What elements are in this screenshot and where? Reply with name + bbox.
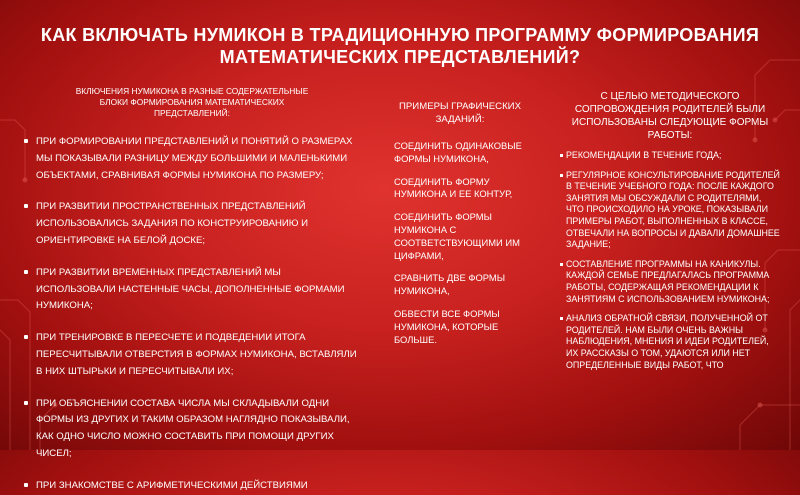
middle-column — [380, 100, 540, 356]
slide-title: КАК ВКЛЮЧАТЬ НУМИКОН В ТРАДИЦИОННУЮ ПРОГРАММУ ФОРМИРОВАНИЯ МАТЕМАТИЧЕСКИХ ПРЕДСТАВЛЕНИЙ? — [40, 25, 760, 67]
list-item: ПРИ РАЗВИТИИ ВРЕМЕННЫХ ПРЕДСТАВЛЕНИЙ МЫ ИСПОЛЬЗОВАЛИ НАСТЕННЫЕ ЧАСЫ, ДОПОЛНЕННЫЕ ФОРМАМИ НУМИКОНА; — [24, 265, 360, 315]
list-item: СОЕДИНИТЬ ФОРМУ НУМИКОНА И ЕЕ КОНТУР, — [394, 175, 513, 200]
list-item: ПРИ ФОРМИРОВАНИИ ПРЕДСТАВЛЕНИЙ И ПОНЯТИЙ О РАЗМЕРАХ МЫ ПОКАЗЫВАЛИ РАЗНИЦУ МЕЖДУ БОЛЬШИМИ И МАЛЕНЬКИМИ ОБЪЕКТАМИ, СРАВНИВАЯ ФОРМЫ НУМИКОНА ПО РАЗМЕРУ; — [24, 134, 360, 184]
left-column-list — [24, 134, 360, 495]
list-item: АНАЛИЗ ОБРАТНОЙ СВЯЗИ, ПОЛУЧЕННОЙ ОТ РОДИТЕЛЕЙ. НАМ БЫЛИ ОЧЕНЬ ВАЖНЫ НАБЛЮДЕНИЯ, МНЕНИЯ И ИДЕИ РОДИТЕЛЕЙ, ИХ РАССКАЗЫ О ТОМ, УДАЮТСЯ ИЛИ НЕТ ОПРЕДЕЛЕННЫЕ ВИДЫ РАБОТ, ЧТО — [560, 313, 780, 371]
right-column — [560, 90, 780, 379]
middle-column-list — [380, 140, 540, 346]
list-item: ОБВЕСТИ ВСЕ ФОРМЫ НУМИКОНА, КОТОРЫЕ БОЛЬШЕ. — [394, 307, 500, 345]
list-item: СРАВНИТЬ ДВЕ ФОРМЫ НУМИКОНА, — [394, 272, 506, 297]
list-item: СОЕДИНИТЬ ОДИНАКОВЫЕ ФОРМЫ НУМИКОНА, — [394, 140, 522, 164]
list-item: ПРИ ТРЕНИРОВКЕ В ПЕРЕСЧЕТЕ И ПОДВЕДЕНИИ ИТОГА ПЕРЕСЧИТЫВАЛИ ОТВЕРСТИЯ В ФОРМАХ НУМИКОНА, ВСТАВЛЯЛИ В НИХ ШТЫРЬКИ И ПЕРЕСЧИТЫВАЛИ ИХ; — [24, 330, 360, 380]
list-item: РЕГУЛЯРНОЕ КОНСУЛЬТИРОВАНИЕ РОДИТЕЛЕЙ В ТЕЧЕНИЕ УЧЕБНОГО ГОДА: ПОСЛЕ КАЖДОГО ЗАНЯТИЯ МЫ ОБСУЖДАЛИ С РОДИТЕЛЯМИ, ЧТО ПРОИСХОДИЛО НА УРОКЕ, ПОКАЗЫВАЛИ ПРИМЕРЫ РАБОТ, ВЫПОЛНЕННЫХ В КЛАССЕ, ОТВЕЧАЛИ НА ВОПРОСЫ И ДАВАЛИ ДОМАШНЕЕ ЗАДАНИЕ; — [560, 170, 780, 251]
list-item: ПРИ ОБЪЯСНЕНИИ СОСТАВА ЧИСЛА МЫ СКЛАДЫВАЛИ ОДНИ ФОРМЫ ИЗ ДРУГИХ И ТАКИМ ОБРАЗОМ НАГЛЯДНО ПОКАЗЫВАЛИ, КАК ОДНО ЧИСЛО МОЖНО СОСТАВИТЬ ПРИ ПОМОЩИ ДРУГИХ ЧИСЕЛ; — [24, 396, 360, 463]
right-column-list — [560, 150, 780, 371]
list-item: ПРИ ЗНАКОМСТВЕ С АРИФМЕТИЧЕСКИМИ ДЕЙСТВИЯМИ — [24, 478, 360, 495]
list-item: СОЕДИНИТЬ ФОРМЫ НУМИКОНА С СООТВЕТСТВУЮЩИМИ ИМ ЦИФРАМИ, — [394, 211, 520, 261]
middle-column-heading: ПРИМЕРЫ ГРАФИЧЕСКИХ ЗАДАНИЙ: — [399, 101, 521, 125]
right-column-heading: С ЦЕЛЬЮ МЕТОДИЧЕСКОГО СОПРОВОЖДЕНИЯ РОДИТЕЛЕЙ БЫЛИ ИСПОЛЬЗОВАНЫ СЛЕДУЮЩИЕ ФОРМЫ РАБОТЫ: — [571, 91, 769, 141]
list-item: РЕКОМЕНДАЦИИ В ТЕЧЕНИЕ ГОДА; — [560, 150, 780, 162]
left-column — [24, 86, 360, 495]
list-item: ПРИ РАЗВИТИИ ПРОСТРАНСТВЕННЫХ ПРЕДСТАВЛЕНИЙ ИСПОЛЬЗОВАЛИСЬ ЗАДАНИЯ ПО КОНСТРУИРОВАНИЮ И ОРИЕНТИРОВКЕ НА БЕЛОЙ ДОСКЕ; — [24, 199, 360, 249]
list-item: СОСТАВЛЕНИЕ ПРОГРАММЫ НА КАНИКУЛЫ. КАЖДОЙ СЕМЬЕ ПРЕДЛАГАЛАСЬ ПРОГРАММА РАБОТЫ, СОДЕРЖАЩАЯ РЕКОМЕНДАЦИИ К ЗАНЯТИЯМ С ИСПОЛЬЗОВАНИЕМ НУМИКОНА; — [560, 259, 780, 305]
left-column-heading: ВКЛЮЧЕНИЯ НУМИКОНА В РАЗНЫЕ СОДЕРЖАТЕЛЬНЫЕ БЛОКИ ФОРМИРОВАНИЯ МАТЕМАТИЧЕСКИХ ПРЕДСТАВЛЕНИЙ: — [75, 86, 309, 118]
